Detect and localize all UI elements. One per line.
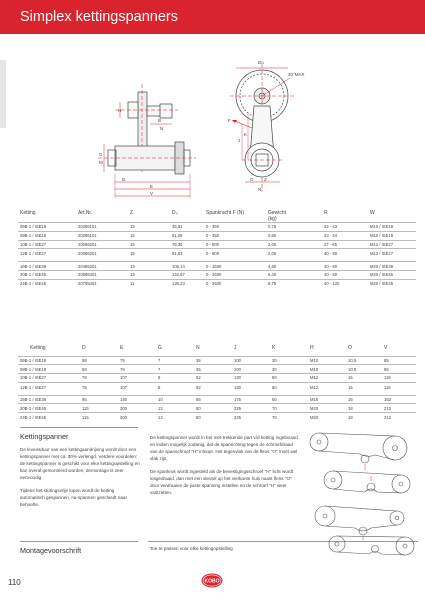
col-gewicht: Gewicht <box>268 210 287 216</box>
col-n: N <box>196 345 200 351</box>
spec-table-1 <box>18 210 416 288</box>
col-ketting: Ketting <box>30 345 46 351</box>
table-row: 20B-1 / ISE45 115 200 12 80 225 70 M20 18 213 <box>18 404 416 413</box>
spec-table-2 <box>18 345 416 422</box>
kobo-logo <box>201 573 223 588</box>
label-v: V <box>150 191 154 196</box>
table-row: 06B-1 / ISE18 20286101 15 45,81 0 - 350 0,75 22 - 43 M10 / ISE18 <box>18 223 416 232</box>
table-row: 20B-1 / ISE45 20686401 13 132,67 0 - 2600 6,40 40 - 80 M20 / ISE45 <box>18 270 416 279</box>
label-h: H <box>118 108 122 113</box>
col-h: H <box>310 345 314 351</box>
label-g: G <box>99 152 103 157</box>
table-row: 24B-1 / ISE45 115 200 12 80 225 70 M20 18 213 <box>18 413 416 422</box>
label-f: F <box>228 118 231 123</box>
table-row: 16B-1 / ISE38 20485301 13 106,14 0 - 1600 4,80 40 - 80 M20 / ISE38 <box>18 262 416 271</box>
page-title: Simplex kettingspanners <box>20 9 178 25</box>
divider <box>20 541 138 542</box>
label-k: K <box>244 132 248 137</box>
label-m: M <box>99 160 103 165</box>
label-b: B <box>158 118 162 123</box>
kettingspanner-text <box>20 446 140 514</box>
logo-text: KOBO <box>204 578 220 585</box>
paragraph: De levensduur van een kettingaandrijving wordt door een kettingspanner met ca. 30% verlengd. Verdere voordelen: de kettingspanner is geschikt voor elke kettingopstelling en kan overal gemonteerd worden; demontage is zeer eenvoudig. <box>20 447 140 480</box>
table-row: 10B-1 / ISE27 78 107 8 52 130 50 M12 15 116 <box>18 374 416 383</box>
col-d: D <box>82 345 86 351</box>
paragraph: De spankruk wordt ingesteld als de bevestigingsschroef "H" licht wordt losgedraaid, dan met een sleutel op het vierkante huis naast flens "O" door verdraaien de juiste spanning instellen en de schroef "H" weer vastzetten. <box>150 469 294 495</box>
col-spankracht: Spankracht F (N) <box>206 210 245 216</box>
table-row: 16B-1 / ISE38 95 140 10 66 175 60 M16 15 163 <box>18 395 416 404</box>
table-row: 12B-1 / ISE27 20086201 15 91,63 0 - 800 2,05 40 - 80 M12 / ISE27 <box>18 249 416 258</box>
installation-diagram-1 <box>310 433 410 493</box>
col-j: J <box>234 345 237 351</box>
title-bar <box>0 0 425 34</box>
col-w: W <box>370 210 375 216</box>
label-angle: 30°MAX <box>288 72 305 77</box>
table-row: 24B-1 / ISE45 20795401 11 136,23 0 - 2600 8,75 40 - 120 M20 / ISE45 <box>18 279 416 288</box>
technical-drawing <box>0 44 425 204</box>
label-z: Z <box>264 177 267 182</box>
label-e: E <box>150 184 154 189</box>
table-row: 06B-1 / ISE18 58 79 7 35 100 30 M10 10,5 85 <box>18 356 416 365</box>
col-e: E <box>120 345 124 351</box>
table-row: 12B-1 / ISE27 78 107 8 52 130 50 M12 15 116 <box>18 382 416 391</box>
page-number: 110 <box>8 578 21 587</box>
table-row: 08B-1 / ISE18 58 79 7 35 100 30 M10 10,5 85 <box>18 365 416 374</box>
paragraph: De kettingspanner wordt in het met-trekkende part v/d ketting ingebouwd en indien mogelijk zodanig, dat de spanrichting tegen de schroefdraad van de spanschroef "H" inloopt. Het tegenvlak van de flens "O" moet wel vlak zijn. <box>150 435 298 461</box>
unit-gewicht: (kg) <box>268 216 277 222</box>
col-d0: D₀ <box>172 210 178 216</box>
col-artnr: Art.Nr. <box>78 210 93 216</box>
label-j: J <box>238 138 241 143</box>
label-do: Do <box>258 60 264 65</box>
section-title-montage: Montagevoorschrift <box>20 546 82 555</box>
col-r: R <box>324 210 328 216</box>
col-ketting: Ketting <box>20 210 36 216</box>
installation-text <box>150 434 298 502</box>
col-k: K <box>272 345 276 351</box>
table-row: 08B-1 / ISE18 20286101 15 61,08 0 - 350 0,80 23 - 44 M10 / ISE18 <box>18 231 416 240</box>
label-n-top: N <box>160 126 164 131</box>
label-n-bottom: N <box>258 187 262 192</box>
divider <box>20 427 138 428</box>
table-row: 10B-1 / ISE27 20086201 15 76,36 0 - 800 2,05 27 - 65 M12 / ISE27 <box>18 240 416 249</box>
col-v: V <box>384 345 388 351</box>
installation-diagram-2 <box>315 506 414 555</box>
paragraph: Tijdens het storingsvrije lopen wordt de ketting automatisch gespannen, na-spannen geschiedt naar behoefte. <box>20 488 128 507</box>
section-title-kettingspanner: Kettingspanner <box>20 432 69 441</box>
label-o: O <box>250 177 254 182</box>
tensioner-side-view-bottom <box>98 142 196 198</box>
col-g: G <box>158 345 162 351</box>
installation-diagrams <box>305 428 417 558</box>
col-o: O <box>348 345 352 351</box>
montage-note: Toe te passen voor elke kettingopstelling <box>150 546 233 551</box>
label-d: D <box>122 177 126 182</box>
col-z: Z <box>130 210 134 216</box>
